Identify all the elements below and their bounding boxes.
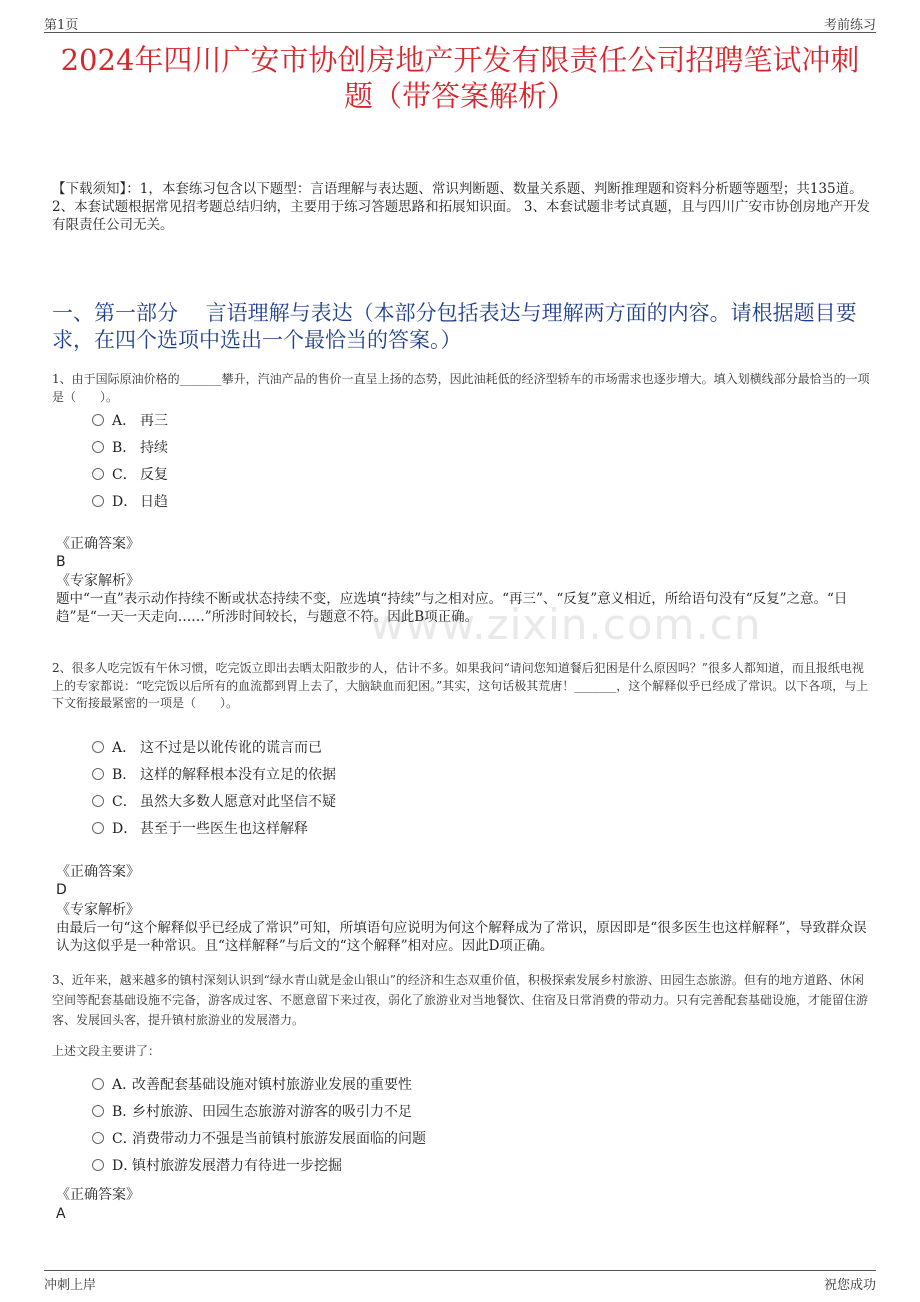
question-1-answer: B — [56, 554, 66, 570]
page-number: 第1页 — [44, 18, 79, 33]
section-title: 一、第一部分 言语理解与表达（本部分包括表达与理解两方面的内容。请根据题目要求，在四个选项中选出一个最恰当的答案。） — [52, 301, 857, 352]
analysis-label: 《专家解析》 — [56, 902, 140, 918]
radio-icon[interactable] — [92, 795, 104, 807]
question-2-answer: D — [56, 882, 67, 898]
answer-label: 《正确答案》 — [56, 1187, 140, 1203]
radio-icon[interactable] — [92, 414, 104, 426]
question-1-analysis: 题中“一直”表示动作持续不断或状态持续不变，应选填“持续”与之相对应。“再三”、“反复”意义相近，所给语句没有“反复”之意。“日趋”是“一天一天走向……”所涉时间较长，与题意不符。因此B项正确。 — [56, 591, 848, 625]
radio-icon[interactable] — [92, 468, 104, 480]
question-3-option-d[interactable]: D．镇村旅游发展潜力有待进一步挖掘 — [92, 1156, 342, 1176]
radio-icon[interactable] — [92, 741, 104, 753]
question-1-option-c[interactable]: C． 反复 — [92, 465, 168, 485]
question-2-option-b[interactable]: B． 这样的解释根本没有立足的依据 — [92, 765, 336, 785]
question-3-text: 3、近年来，越来越多的镇村深刻认识到“绿水青山就是金山银山”的经济和生态双重价值，积极探索发展乡村旅游、田园生态旅游。但有的地方道路、休闲空间等配套基础设施不完备，游客成过客、不愿意留下来过夜，弱化了旅游业对当地餐饮、住宿及日常消费的带动力。只有完善配套基础设施，才能留住游客、发展回头客，提升镇村旅游业的发展潜力。 — [52, 973, 869, 1027]
header-tag: 考前练习 — [823, 18, 876, 33]
radio-icon[interactable] — [92, 495, 104, 507]
question-3-answer: A — [56, 1206, 66, 1222]
watermark: www.zixin.com.cn — [370, 600, 762, 649]
radio-icon[interactable] — [92, 1078, 104, 1090]
question-2-text: 2、很多人吃完饭有午休习惯，吃完饭立即出去晒太阳散步的人，估计不多。如果我问“请问您知道餐后犯困是什么原因吗？”很多人都知道，而且报纸电视上的专家都说：“吃完饭以后所有的血流都到胃上去了，大脑缺血而犯困。”其实，这句话极其荒唐！_______，这个解释似乎已经成了常识。以下各项，与上下文衔接最紧密的一项是（ ）。 — [52, 661, 869, 710]
radio-icon[interactable] — [92, 441, 104, 453]
download-notice: 【下载须知】：1，本套练习包含以下题型：言语理解与表达题、常识判断题、数量关系题、判断推理题和资料分析题等题型；共135道。 2、本套试题根据常见招考题总结归纳，主要用于练习答题思路和拓展知识面。 3、本套试题非考试真题，且与四川广安市协创房地产开发有限责任公司无关。 — [52, 181, 870, 233]
question-3-option-b[interactable]: B．乡村旅游、田园生态旅游对游客的吸引力不足 — [92, 1102, 412, 1122]
question-1-option-d[interactable]: D． 日趋 — [92, 492, 168, 512]
radio-icon[interactable] — [92, 822, 104, 834]
question-2-option-c[interactable]: C． 虽然大多数人愿意对此坚信不疑 — [92, 792, 336, 812]
page-footer — [44, 1270, 876, 1295]
question-3-option-c[interactable]: C．消费带动力不强是当前镇村旅游发展面临的问题 — [92, 1129, 426, 1149]
question-2-option-d[interactable]: D． 甚至于一些医生也这样解释 — [92, 819, 308, 839]
footer-right-text: 祝您成功 — [823, 1278, 876, 1293]
question-3-prompt: 上述文段主要讲了： — [52, 1044, 161, 1058]
question-1-option-a[interactable]: A． 再三 — [92, 411, 168, 431]
question-1-option-b[interactable]: B． 持续 — [92, 438, 168, 458]
page-header — [44, 12, 876, 33]
radio-icon[interactable] — [92, 1132, 104, 1144]
question-3-option-a[interactable]: A．改善配套基础设施对镇村旅游业发展的重要性 — [92, 1075, 412, 1095]
document-title: 2024年四川广安市协创房地产开发有限责任公司招聘笔试冲刺题（带答案解析） — [60, 43, 860, 113]
question-1-text: 1、由于国际原油价格的_______攀升，汽油产品的售价一直呈上扬的态势，因此油耗低的经济型轿车的市场需求也逐步增大。填入划横线部分最恰当的一项是（ ）。 — [52, 372, 870, 404]
radio-icon[interactable] — [92, 768, 104, 780]
answer-label: 《正确答案》 — [56, 864, 140, 880]
radio-icon[interactable] — [92, 1105, 104, 1117]
footer-left-text: 冲刺上岸 — [44, 1278, 97, 1293]
question-2-option-a[interactable]: A． 这不过是以讹传讹的谎言而已 — [92, 738, 322, 758]
analysis-label: 《专家解析》 — [56, 573, 140, 589]
question-2-analysis: 由最后一句“这个解释似乎已经成了常识”可知，所填语句应说明为何这个解释成为了常识，原因即是“很多医生也这样解释”，导致群众误认为这似乎是一种常识。且“这样解释”与后文的“这个解释”相对应。因此D项正确。 — [56, 920, 867, 954]
answer-label: 《正确答案》 — [56, 536, 140, 552]
radio-icon[interactable] — [92, 1159, 104, 1171]
